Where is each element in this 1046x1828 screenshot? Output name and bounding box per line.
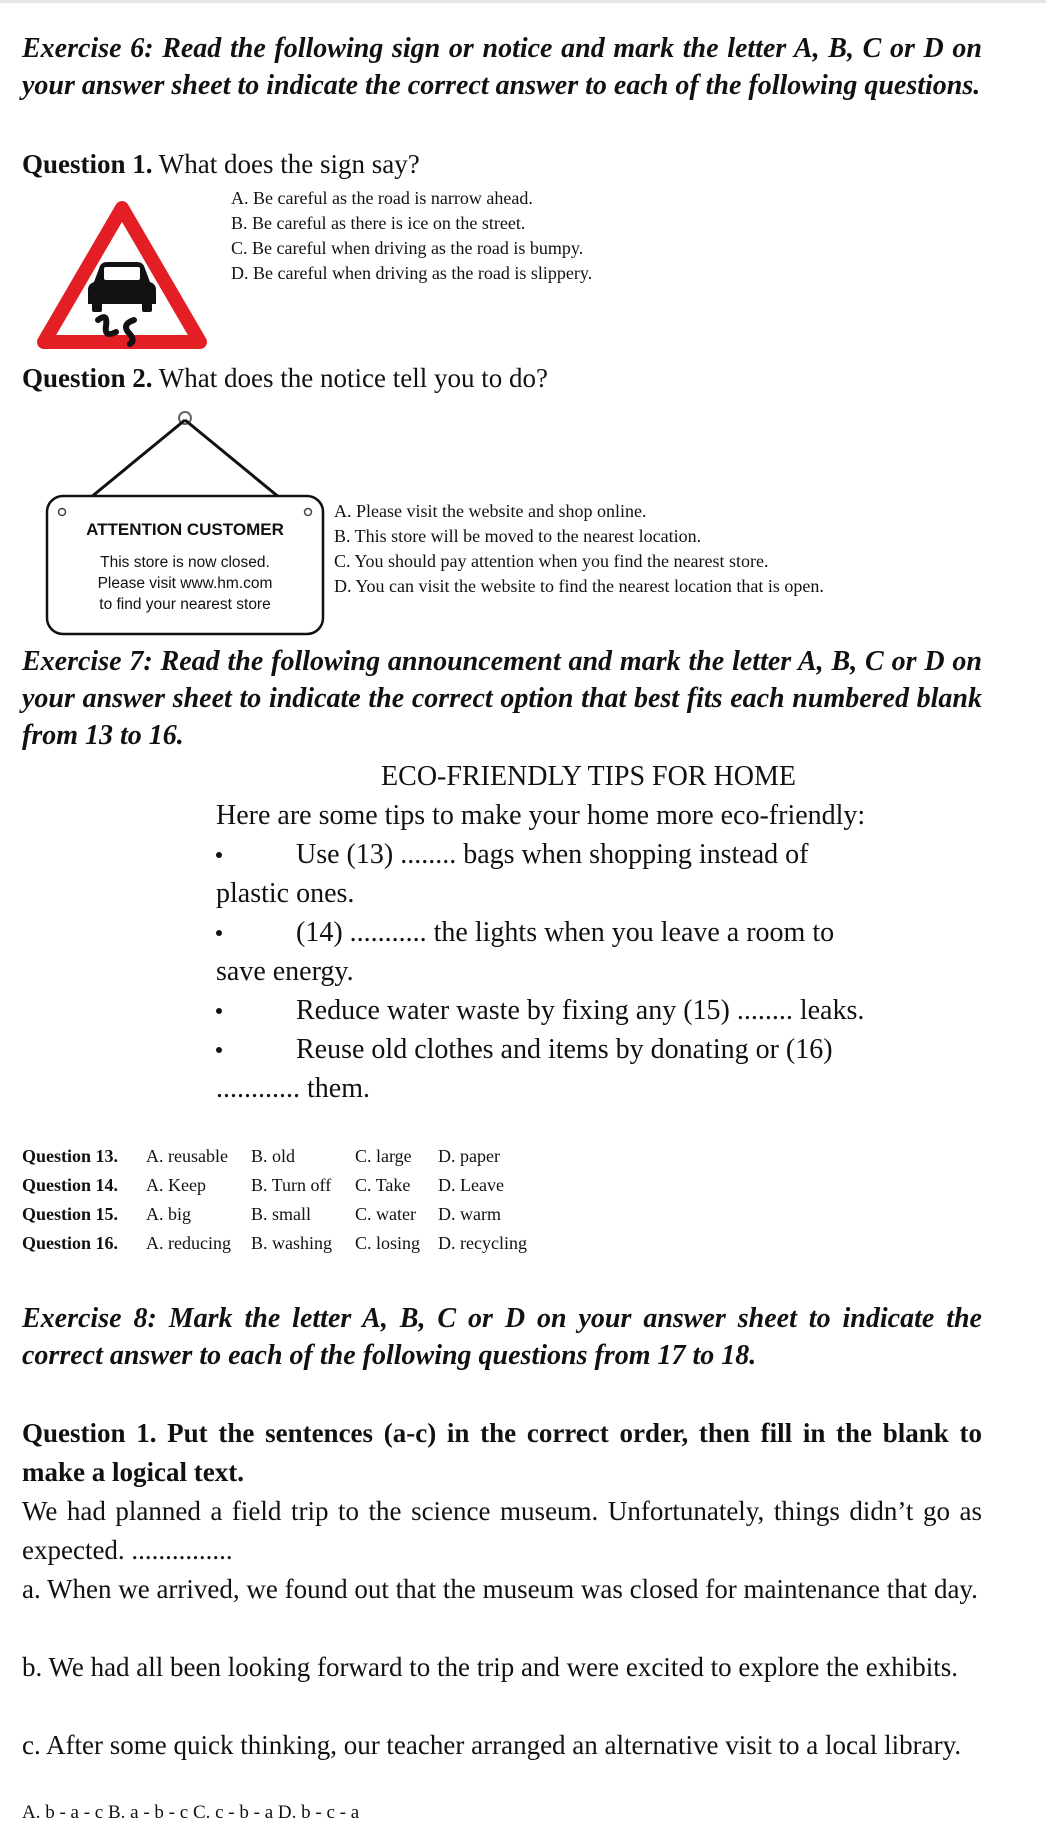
q1-option-d: D. Be careful when driving as the road is slippery. <box>231 263 593 283</box>
q15-option-c: C. water <box>355 1204 416 1224</box>
ex8-option-a: A. b - a - c <box>22 1802 104 1823</box>
q13-label: Question 13. <box>22 1146 119 1166</box>
q2-option-b: B. This store will be moved to the nearest location. <box>334 526 702 546</box>
q2-label: Question 2. <box>22 363 153 393</box>
exercise6-heading: Exercise 6: Read the following sign or notice and mark the letter A, B, C or D on your answer sheet to indicate the correct answer to each of the following questions. <box>22 33 982 101</box>
question-13-row <box>22 1142 500 1171</box>
bullet-14-line1: (14) ........... the lights when you leave a room to <box>296 917 835 948</box>
bullet-14 <box>216 913 981 991</box>
q13-option-d: D. paper <box>438 1146 500 1166</box>
q16-option-d: D. recycling <box>438 1233 527 1253</box>
q15-option-a: A. big <box>146 1204 191 1224</box>
q2-option-c: C. You should pay attention when you find the nearest store. <box>334 551 769 571</box>
question-15-row <box>22 1200 501 1229</box>
q16-option-c: C. losing <box>355 1233 421 1253</box>
ex8-sentence-c: c. After some quick thinking, our teacher arranged an alternative visit to a local library. <box>22 1730 962 1760</box>
q2-option-d: D. You can visit the website to find the nearest location that is open. <box>334 576 824 596</box>
q16-label: Question 16. <box>22 1233 119 1253</box>
ex8-sentence-a: a. When we arrived, we found out that the museum was closed for maintenance that day. <box>22 1574 978 1604</box>
passage-intro: Here are some tips to make your home more eco-friendly: <box>216 800 866 831</box>
q16-option-a: A. reducing <box>146 1233 231 1253</box>
question-16-row <box>22 1229 527 1258</box>
q13-option-c: C. large <box>355 1146 412 1166</box>
ex8-answer-options <box>22 1801 359 1825</box>
q13-option-a: A. reusable <box>146 1146 228 1166</box>
ex8-sentence-b: b. We had all been looking forward to the trip and were excited to explore the exhibits. <box>22 1652 959 1682</box>
q2-options <box>334 499 824 599</box>
ex8-intro: We had planned a field trip to the science museum. Unfortunately, things didn’t go as expected. ............... <box>22 1496 982 1565</box>
q14-option-c: C. Take <box>355 1175 411 1195</box>
bullet-13-line1: Use (13) ........ bags when shopping instead of <box>296 839 809 870</box>
q1-option-a: A. Be careful as the road is narrow ahead. <box>231 188 533 208</box>
ex8-option-c: C. c - b - a <box>192 1802 274 1823</box>
notice-line-3: to find your nearest store <box>99 596 271 613</box>
q2-option-a: A. Please visit the website and shop online. <box>334 501 647 521</box>
notice-line-1: This store is now closed. <box>100 554 270 571</box>
q13-option-b: B. old <box>251 1146 296 1166</box>
slippery-road-sign-icon <box>36 200 208 352</box>
passage-title: ECO-FRIENDLY TIPS FOR HOME <box>381 761 796 792</box>
bullet-15 <box>216 991 981 1030</box>
bullet-13 <box>216 835 981 913</box>
q15-label: Question 15. <box>22 1204 119 1224</box>
question-14-row <box>22 1171 504 1200</box>
ex8-option-d: D. b - c - a <box>277 1802 360 1823</box>
q1-option-c: C. Be careful when driving as the road is bumpy. <box>231 238 584 258</box>
q1-label: Question 1. <box>22 149 153 179</box>
q1-text: What does the sign say? <box>158 149 420 179</box>
q14-option-d: D. Leave <box>438 1175 504 1195</box>
q1-option-b: B. Be careful as there is ice on the street. <box>231 213 526 233</box>
ex8-question1-title: Question 1. Put the sentences (a-c) in the correct order, then fill in the blank to make a logical text. <box>22 1418 982 1487</box>
q1-title <box>22 147 982 181</box>
bullet-14-line2: save energy. <box>216 956 354 987</box>
eco-passage <box>216 757 981 1108</box>
q14-option-a: A. Keep <box>146 1175 206 1195</box>
bullet-16 <box>216 1030 981 1108</box>
bullet-16-line2: ............ them. <box>216 1073 370 1104</box>
q14-option-b: B. Turn off <box>251 1175 332 1195</box>
q16-option-b: B. washing <box>251 1233 332 1253</box>
notice-body <box>47 552 323 615</box>
exercise8-heading: Exercise 8: Mark the letter A, B, C or D on your answer sheet to indicate the correct answer to each of the following questions from 17 to 18. <box>22 1303 982 1371</box>
q15-option-b: B. small <box>251 1204 312 1224</box>
bullet-15-line1: Reduce water waste by fixing any (15) ........ leaks. <box>296 995 865 1026</box>
q2-text: What does the notice tell you to do? <box>158 363 548 393</box>
bullet-16-line1: Reuse old clothes and items by donating or (16) <box>296 1034 833 1065</box>
exercise7-heading: Exercise 7: Read the following announcement and mark the letter A, B, C or D on your answer sheet to indicate the correct option that best fits each numbered blank from 13 to 16. <box>22 646 982 751</box>
q15-option-d: D. warm <box>438 1204 501 1224</box>
q14-label: Question 14. <box>22 1175 119 1195</box>
q2-title <box>22 361 982 395</box>
notice-title: ATTENTION CUSTOMER <box>86 520 284 539</box>
q1-options <box>231 186 592 286</box>
ex8-option-b: B. a - b - c <box>108 1802 189 1823</box>
top-border <box>0 0 1046 3</box>
bullet-13-line2: plastic ones. <box>216 878 355 909</box>
notice-line-2: Please visit www.hm.com <box>97 575 273 592</box>
